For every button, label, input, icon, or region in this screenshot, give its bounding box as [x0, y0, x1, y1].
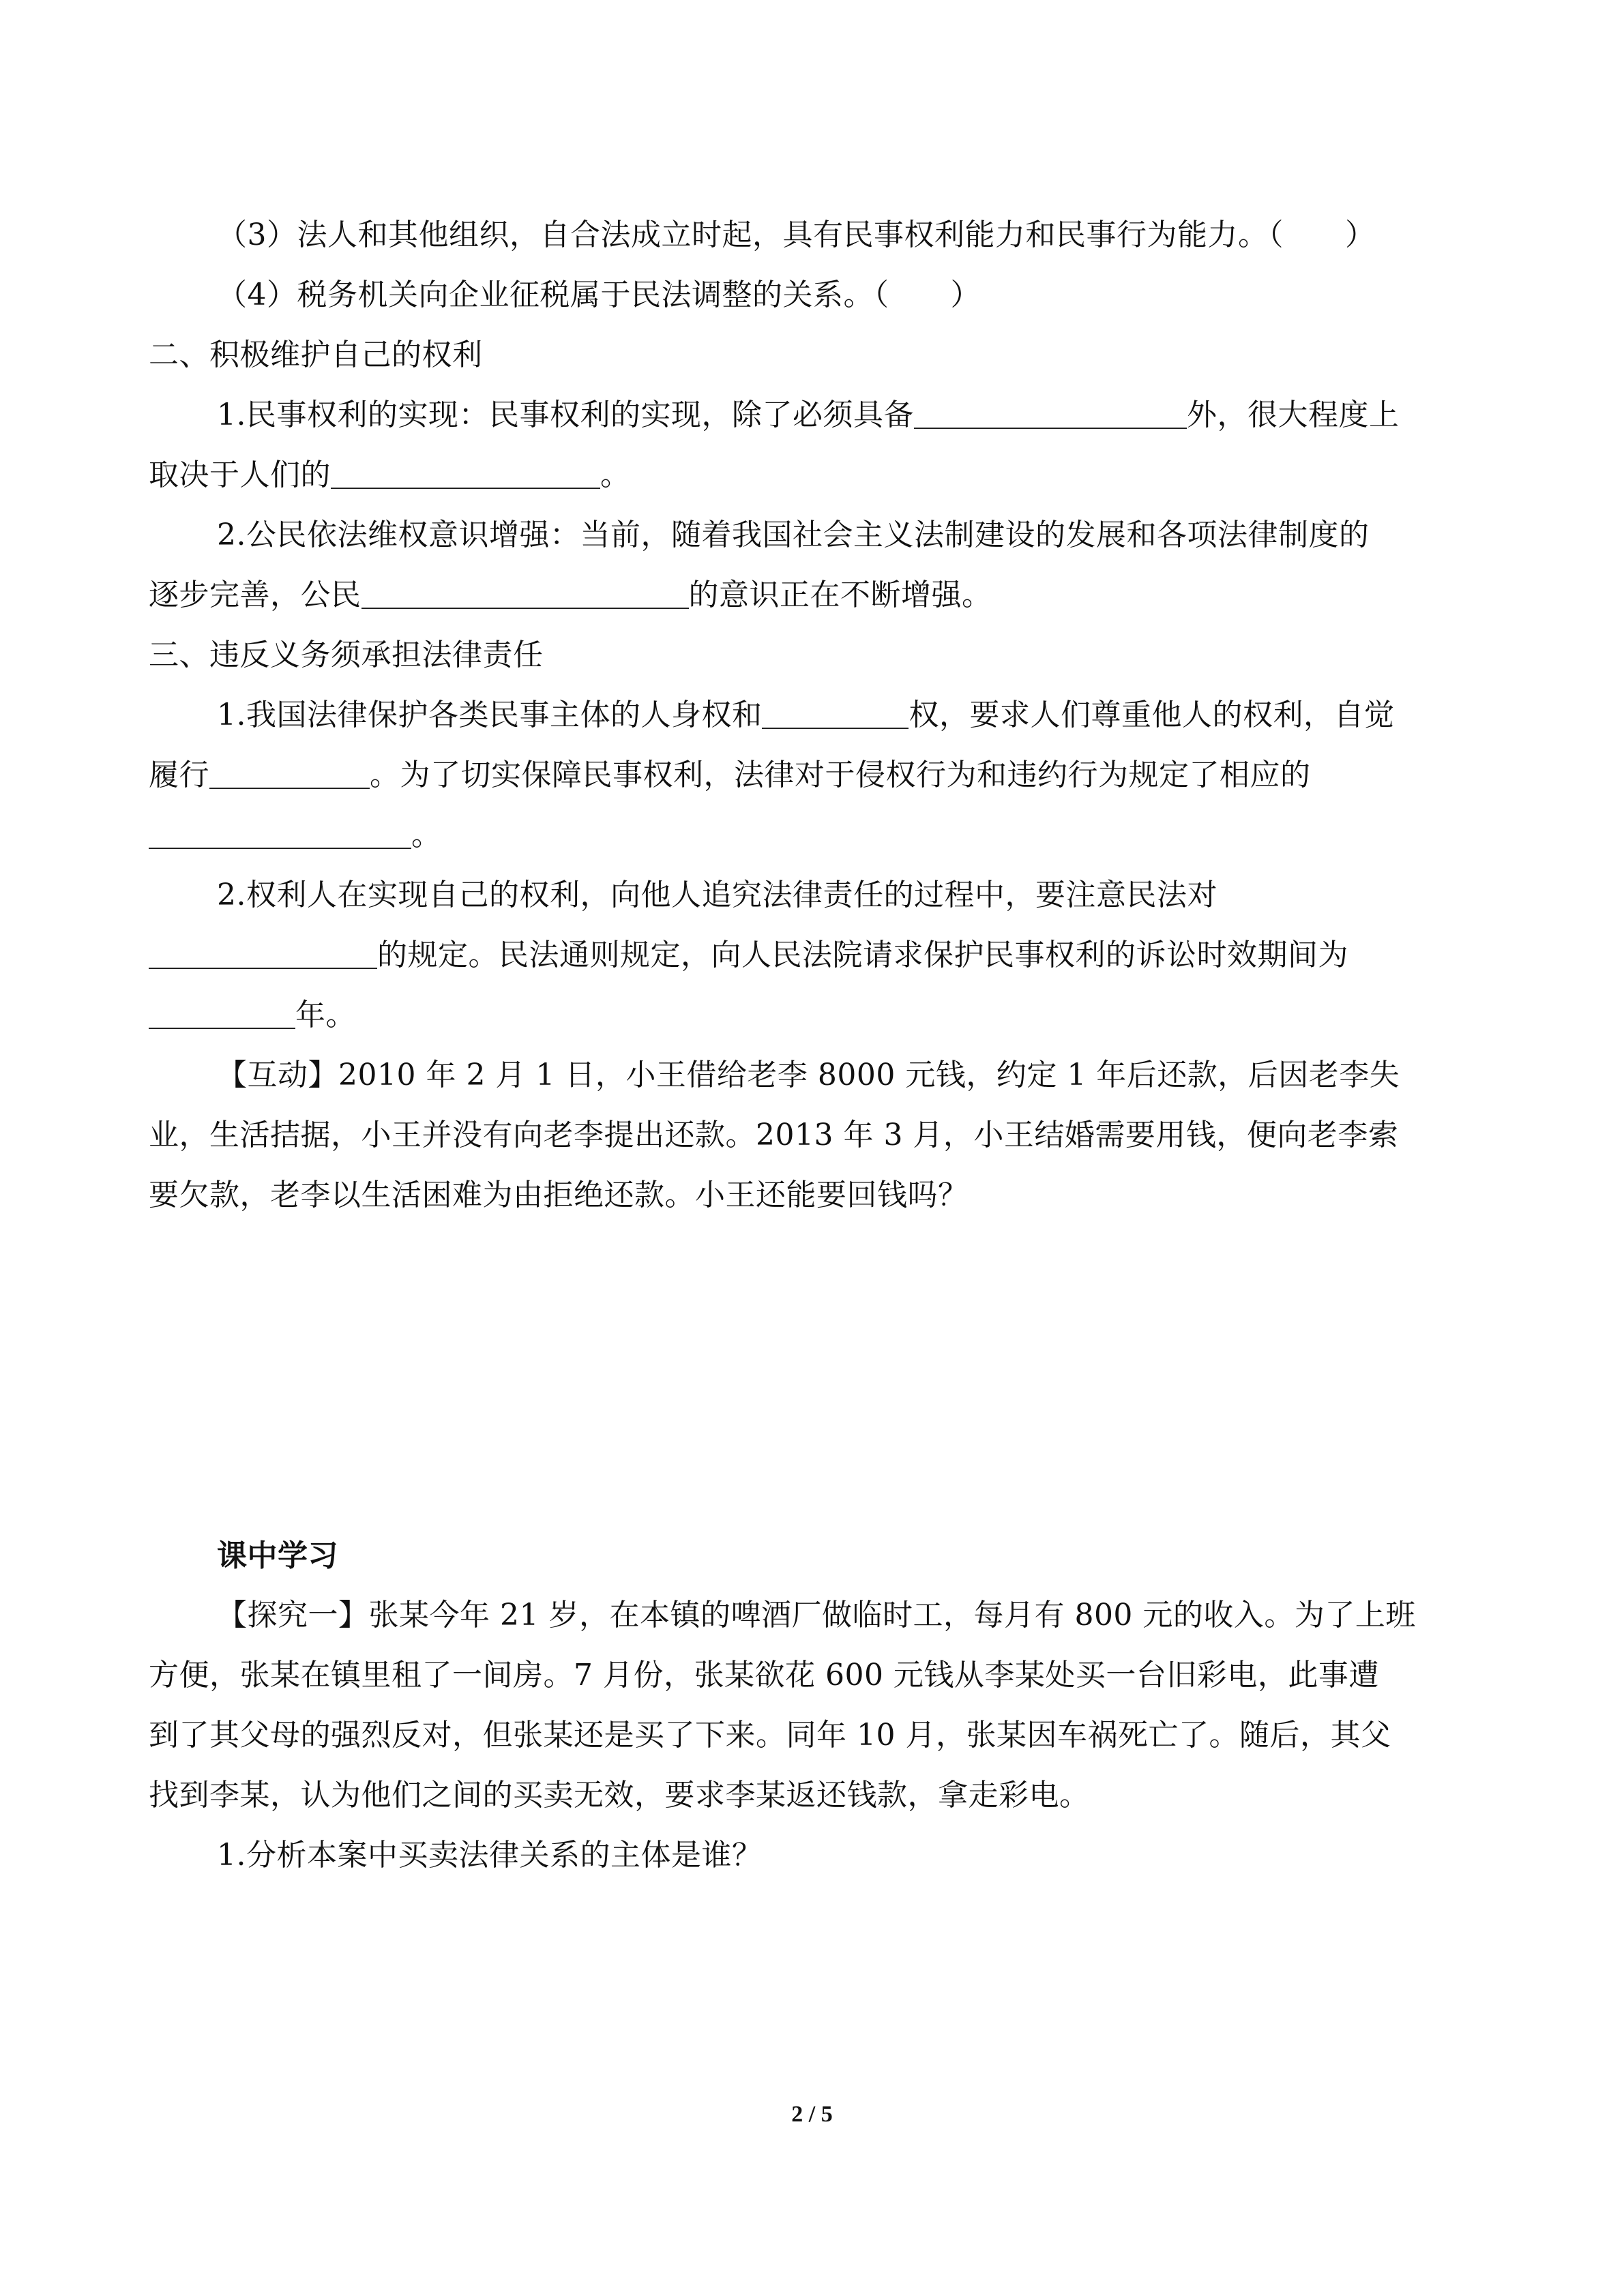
paragraph-limitation-cont: 的规定。民法通则规定，向人民法院请求保护民事权利的诉讼时效期间为	[149, 935, 1348, 976]
explore-case-line-2: 方便，张某在镇里租了一间房。7 月份，张某欲花 600 元钱从李某处买一台旧彩电，此事遭	[149, 1658, 1379, 1693]
explore-case-line-4: 找到李某，认为他们之间的买卖无效，要求李某返还钱款，拿走彩电。	[149, 1778, 1090, 1813]
class-study-heading: 课中学习	[217, 1538, 338, 1573]
fill-blank[interactable]	[762, 698, 909, 729]
paragraph-awareness-cont: 逐步完善，公民 的意识正在不断增强。	[149, 578, 992, 612]
paragraph-rights-realization: 1.民事权利的实现：民事权利的实现，除了必须具备 外，很大程度上	[217, 398, 1400, 432]
fill-blank[interactable]	[361, 578, 689, 609]
judgment-item-4: （4）税务机关向企业征税属于民法调整的关系。（ ）	[217, 278, 981, 312]
interaction-case-line-3: 要欠款，老李以生活困难为由拒绝还款。小王还能要回钱吗？	[149, 1178, 969, 1212]
fill-blank[interactable]	[149, 938, 377, 969]
fill-blank[interactable]	[149, 818, 411, 849]
fill-blank[interactable]	[914, 398, 1187, 429]
section-heading-legal-liability: 三、违反义务须承担法律责任	[149, 638, 544, 672]
page-number: 2 / 5	[791, 2102, 833, 2127]
paragraph-limitation-end: 年。	[149, 995, 356, 1036]
paragraph-protection: 1.我国法律保护各类民事主体的人身权和 权，要求人们尊重他人的权利，自觉	[217, 698, 1395, 732]
paragraph-awareness: 2.公民依法维权意识增强：当前，随着我国社会主义法制建设的发展和各项法律制度的	[217, 518, 1370, 552]
section-heading-protect-rights: 二、积极维护自己的权利	[149, 338, 483, 372]
question-1: 1.分析本案中买卖法律关系的主体是谁？	[217, 1838, 763, 1873]
paragraph-protection-cont: 履行 。为了切实保障民事权利，法律对于侵权行为和违约行为规定了相应的	[149, 758, 1311, 792]
paragraph-rights-realization-cont: 取决于人们的 。	[149, 458, 631, 492]
judgment-item-3: （3）法人和其他组织，自合法成立时起，具有民事权利能力和民事行为能力。（ ）	[217, 218, 1376, 252]
paragraph-protection-end: 。	[149, 815, 442, 856]
interaction-case-line-2: 业，生活拮据，小王并没有向老李提出还款。2013 年 3 月，小王结婚需要用钱，便向老李索	[149, 1118, 1399, 1152]
interaction-case-line-1: 【互动】2010 年 2 月 1 日，小王借给老李 8000 元钱，约定 1 年后还款，后因老李失	[217, 1058, 1400, 1092]
explore-case-line-1: 【探究一】张某今年 21 岁，在本镇的啤酒厂做临时工，每月有 800 元的收入。为了上班	[217, 1598, 1416, 1632]
fill-blank[interactable]	[149, 998, 295, 1029]
paragraph-limitation: 2.权利人在实现自己的权利，向他人追究法律责任的过程中，要注意民法对	[217, 878, 1217, 912]
explore-case-line-3: 到了其父母的强烈反对，但张某还是买了下来。同年 10 月，张某因车祸死亡了。随后，其父	[149, 1718, 1391, 1753]
fill-blank[interactable]	[331, 458, 600, 489]
fill-blank[interactable]	[209, 758, 370, 789]
